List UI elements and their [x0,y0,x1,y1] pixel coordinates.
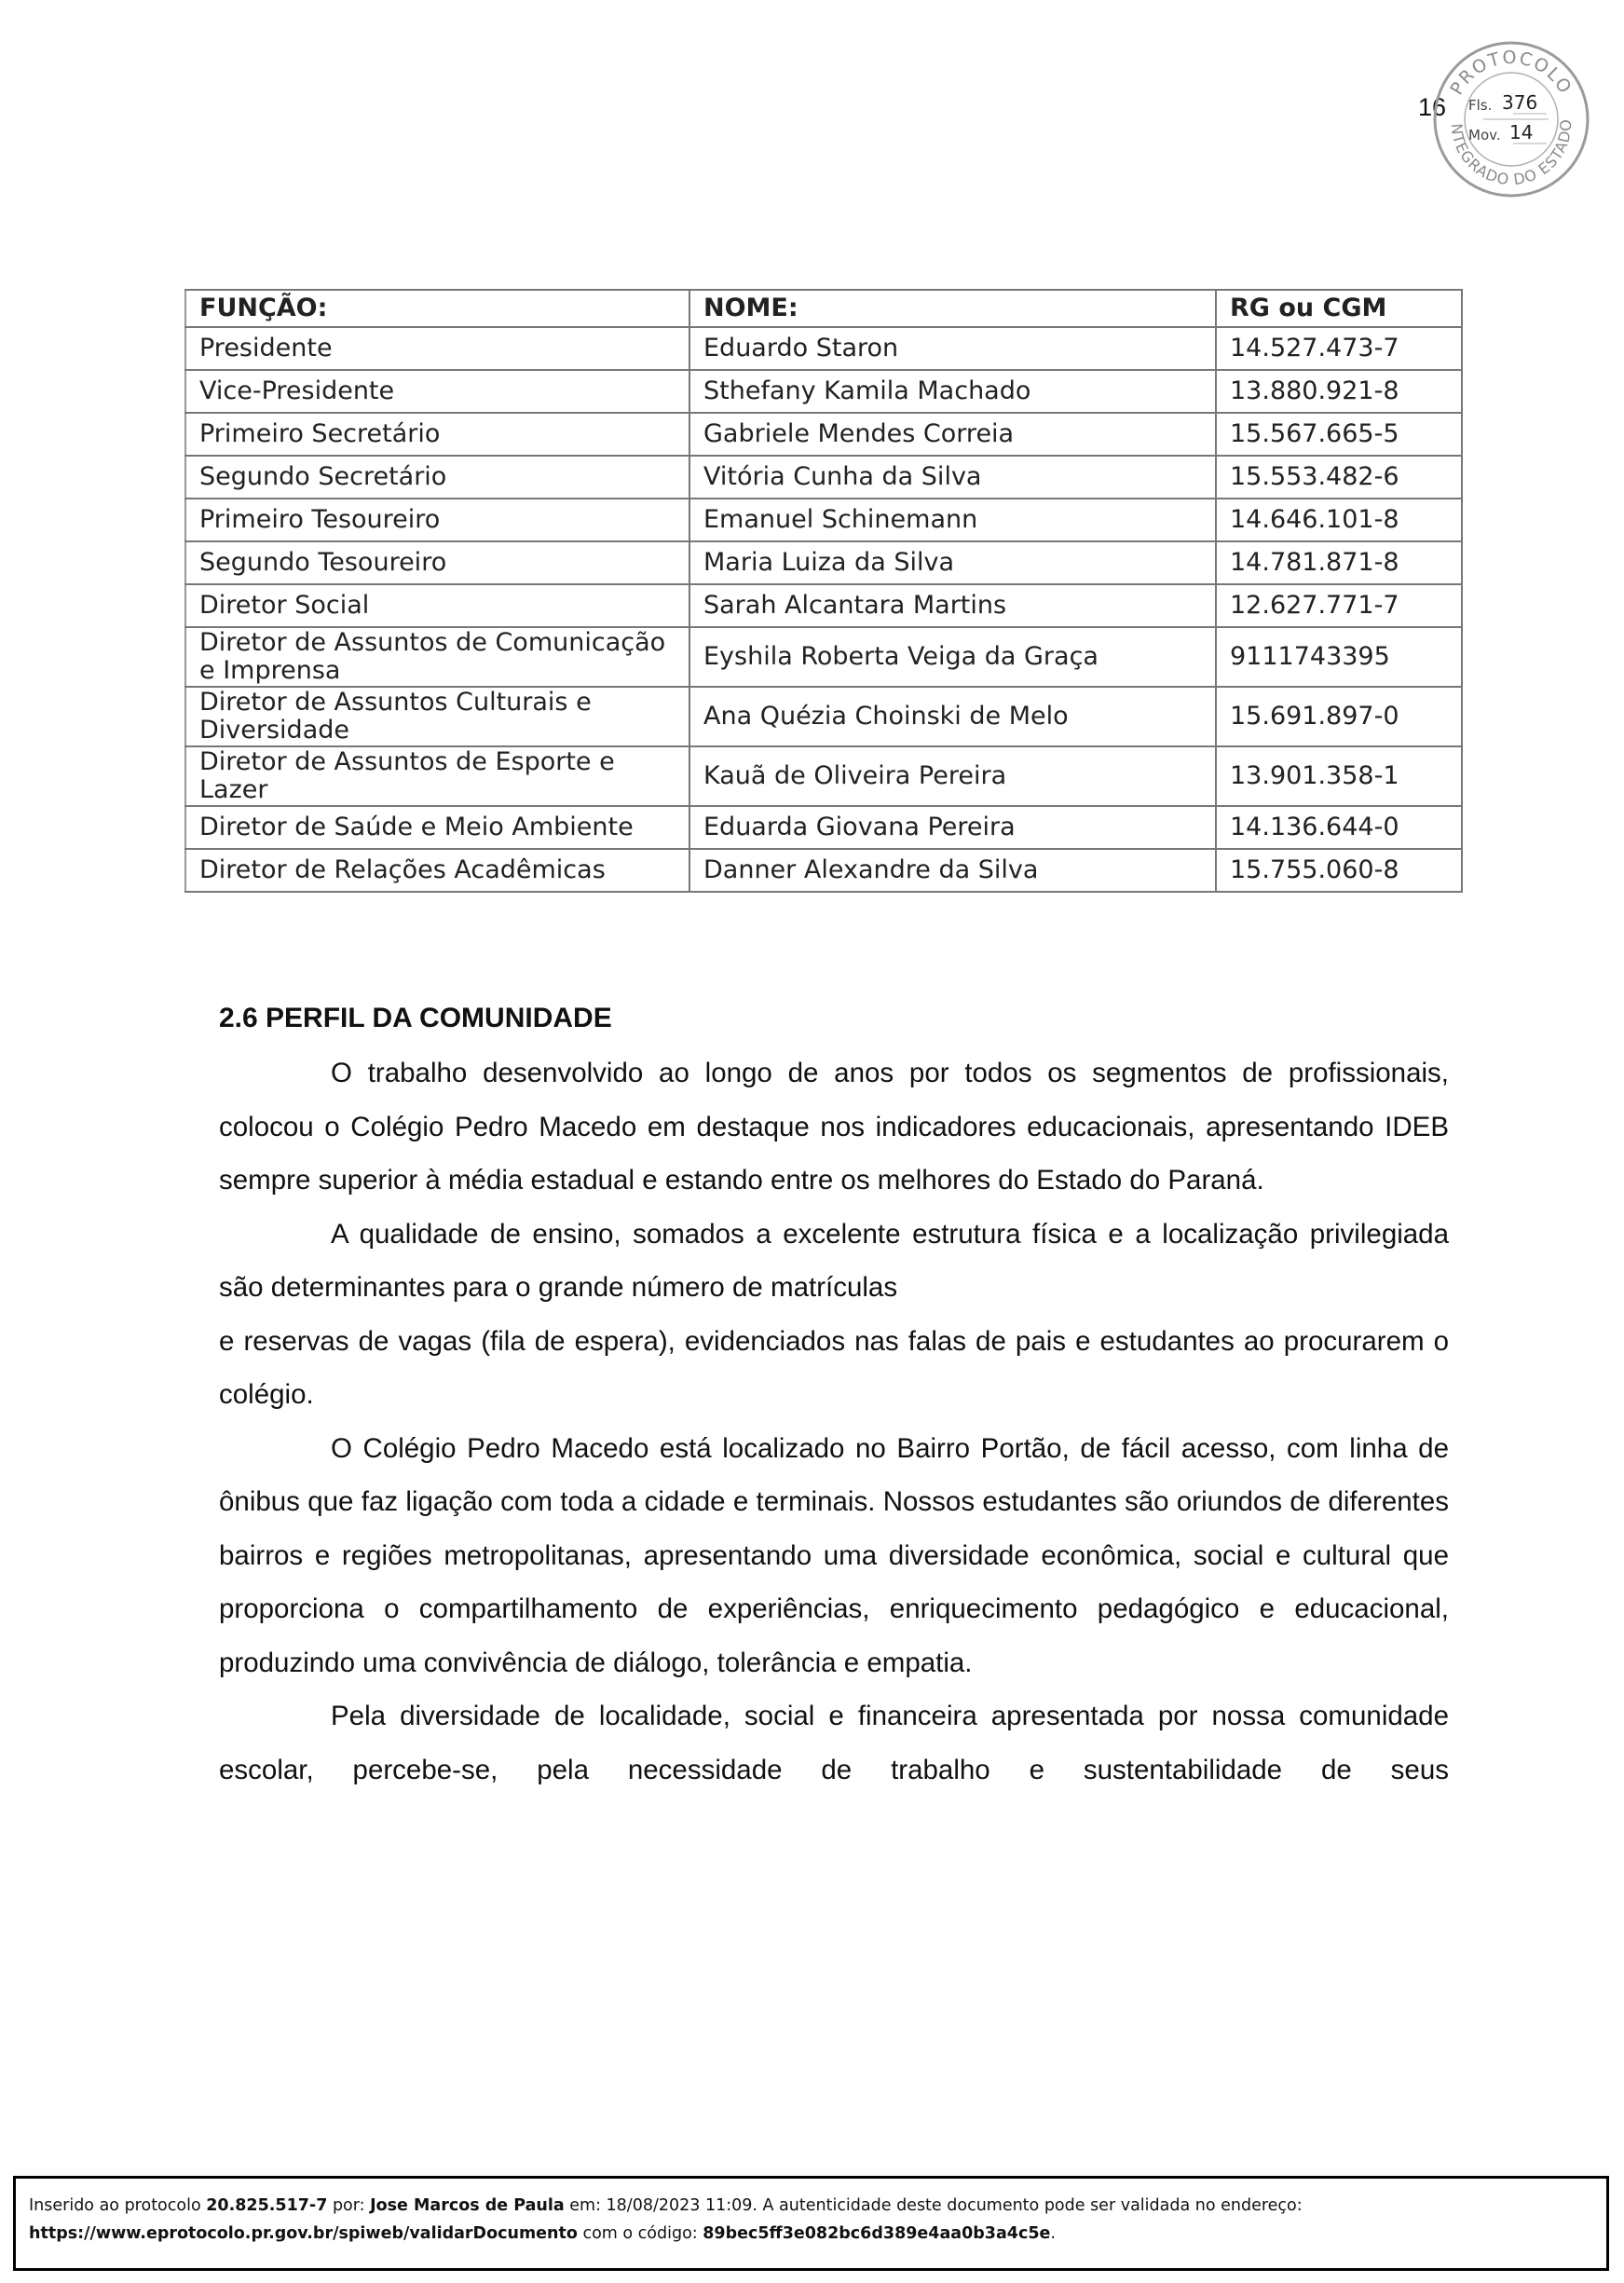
table-row [185,687,1462,746]
cell-name: Maria Luiza da Silva [689,541,1216,584]
footer-text: Inserido ao protocolo [29,2196,207,2215]
page-number: 16 [1418,93,1447,121]
cell-id: 12.627.771-7 [1216,584,1462,627]
footer-line-2 [29,2220,1593,2248]
stamp-seal-graphic [1431,39,1591,199]
cell-id: 14.527.473-7 [1216,327,1462,370]
table-header-row [185,290,1462,327]
header-name: NOME: [689,290,1216,327]
protocol-footer [13,2176,1609,2271]
cell-name: Sarah Alcantara Martins [689,584,1216,627]
footer-validation-url[interactable]: https://www.eprotocolo.pr.gov.br/spiweb/validarDocumento [29,2224,578,2243]
cell-role: Diretor de Assuntos de Esporte e Lazer [185,746,689,806]
stamp-mov-value: 14 [1509,121,1534,144]
cell-name: Eduarda Giovana Pereira [689,806,1216,849]
cell-id: 15.567.665-5 [1216,413,1462,456]
cell-name: Gabriele Mendes Correia [689,413,1216,456]
cell-name: Eyshila Roberta Veiga da Graça [689,627,1216,687]
cell-role: Presidente [185,327,689,370]
footer-protocol-number: 20.825.517-7 [206,2196,328,2215]
cell-id: 13.880.921-8 [1216,370,1462,413]
cell-role: Vice-Presidente [185,370,689,413]
paragraph-3: O Colégio Pedro Macedo está localizado no Bairro Portão, de fácil acesso, com linha de ônibus que faz ligação com toda a cidade e terminais. Nossos estudantes são oriundos de diferentes bairros e regiões metropolitanas, apresentando uma diversidade econômica, social e cultural que proporciona o compartilhamento de experiências, enriquecimento pedagógico e educacional, produzindo uma convivência de diálogo, tolerância e empatia. [219,1432,1449,1678]
cell-role: Diretor Social [185,584,689,627]
cell-id: 14.646.101-8 [1216,499,1462,541]
paragraph-2b: e reservas de vagas (fila de espera), evidenciados nas falas de pais e estudantes ao procurarem o colégio. [219,1325,1449,1410]
cell-id: 15.691.897-0 [1216,687,1462,746]
cell-role: Diretor de Assuntos de Comunicação e Imprensa [185,627,689,687]
cell-id: 9111743395 [1216,627,1462,687]
cell-name: Vitória Cunha da Silva [689,456,1216,499]
community-profile-section [219,997,1449,1797]
cell-id: 14.781.871-8 [1216,541,1462,584]
table-row [185,413,1462,456]
cell-name: Eduardo Staron [689,327,1216,370]
footer-author: Jose Marcos de Paula [370,2196,565,2215]
stamp-ring-top: PROTOCOLO [1446,47,1576,99]
footer-line-1 [29,2192,1593,2220]
footer-text: com o código: [577,2224,703,2243]
table-row [185,627,1462,687]
header-role: FUNÇÃO: [185,290,689,327]
stamp-ring-bottom: NTEGRADO DO ESTADO [1447,118,1576,189]
section-heading: 2.6 PERFIL DA COMUNIDADE [219,1003,612,1033]
cell-role: Diretor de Saúde e Meio Ambiente [185,806,689,849]
cell-name: Kauã de Oliveira Pereira [689,746,1216,806]
footer-text: . [1050,2224,1056,2243]
table-row [185,499,1462,541]
footer-validation-code: 89bec5ff3e082bc6d389e4aa0b3a4c5e [703,2224,1051,2243]
cell-id: 14.136.644-0 [1216,806,1462,849]
footer-text: em: 18/08/2023 11:09. A autenticidade deste documento pode ser validada no endereço: [564,2196,1303,2215]
cell-role: Diretor de Relações Acadêmicas [185,849,689,892]
cell-id: 13.901.358-1 [1216,746,1462,806]
cell-id: 15.553.482-6 [1216,456,1462,499]
stamp-fls-value: 376 [1502,91,1538,114]
table-row [185,541,1462,584]
cell-name: Ana Quézia Choinski de Melo [689,687,1216,746]
table-row [185,327,1462,370]
footer-text: por: [327,2196,371,2215]
stamp-mov-label: Mov. [1468,127,1501,144]
officers-table [184,289,1463,893]
paragraph-1: O trabalho desenvolvido ao longo de anos por todos os segmentos de profissionais, colocou o Colégio Pedro Macedo em destaque nos indicadores educacionais, apresentando IDEB sempre superior à média estadual e estando entre os melhores do Estado do Paraná. [219,1058,1449,1196]
table-row [185,806,1462,849]
cell-role: Segundo Tesoureiro [185,541,689,584]
header-id: RG ou CGM [1216,290,1462,327]
table-row [185,456,1462,499]
cell-id: 15.755.060-8 [1216,849,1462,892]
paragraph-2a: A qualidade de ensino, somados a excelente estrutura física e a localização privilegiada são determinantes para o grande número de matrículas [219,1218,1449,1303]
cell-name: Danner Alexandre da Silva [689,849,1216,892]
officers-table-container [184,289,1461,918]
table-row [185,849,1462,892]
cell-name: Emanuel Schinemann [689,499,1216,541]
cell-name: Sthefany Kamila Machado [689,370,1216,413]
protocol-stamp [1431,39,1591,199]
cell-role: Segundo Secretário [185,456,689,499]
paragraph-4: Pela diversidade de localidade, social e financeira apresentada por nossa comunidade escolar, percebe-se, pela necessidade de trabalho e sustentabilidade de seus [219,1701,1449,1785]
table-row [185,746,1462,806]
cell-role: Primeiro Secretário [185,413,689,456]
stamp-fls-label: Fls. [1468,97,1493,114]
cell-role: Diretor de Assuntos Culturais e Diversidade [185,687,689,746]
table-row [185,584,1462,627]
cell-role: Primeiro Tesoureiro [185,499,689,541]
table-row [185,370,1462,413]
